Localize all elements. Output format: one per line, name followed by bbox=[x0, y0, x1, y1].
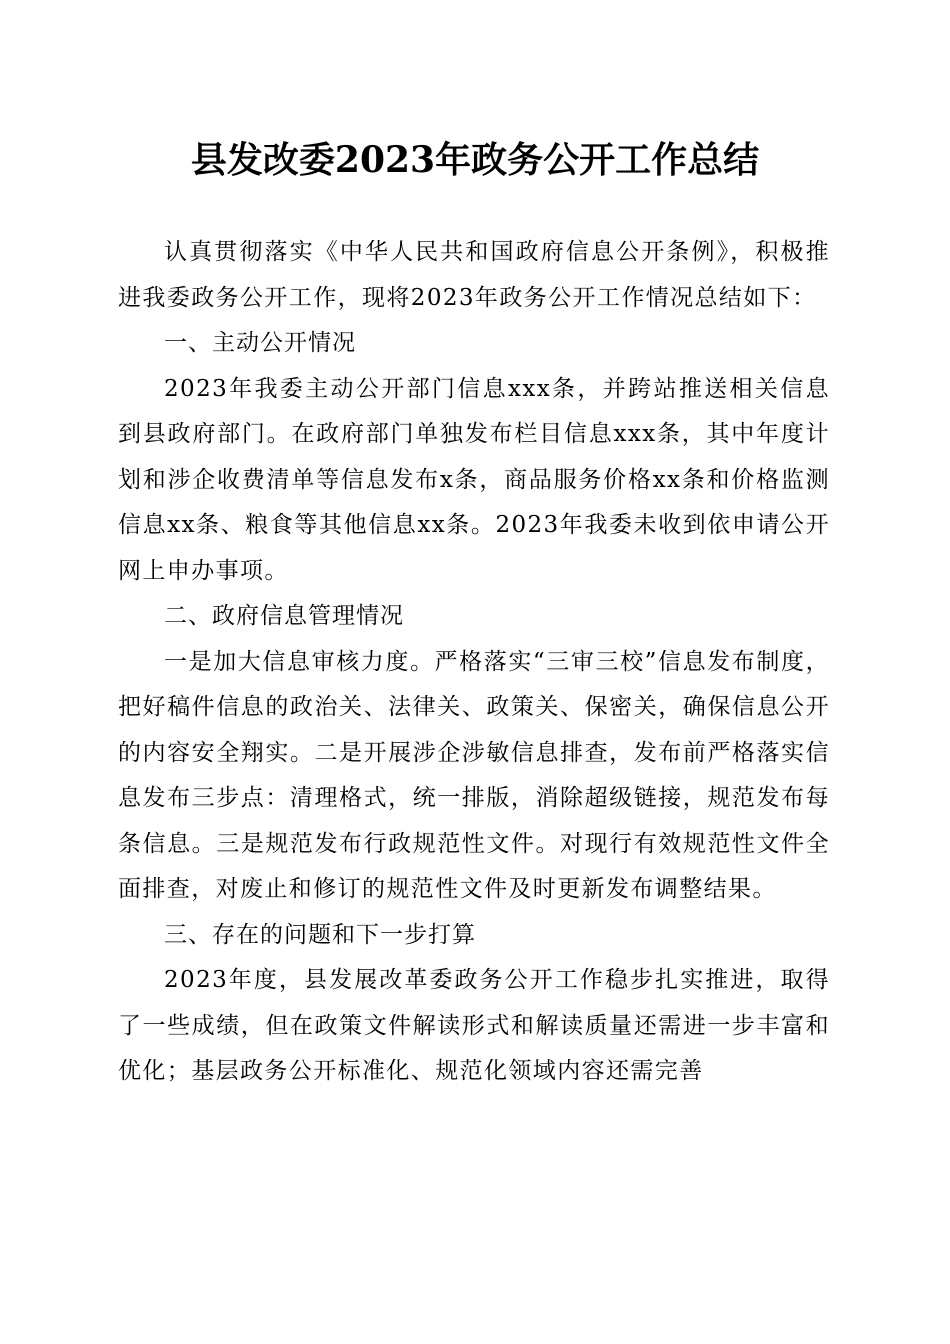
section-paragraph-1: 2023年我委主动公开部门信息xxx条，并跨站推送相关信息到县政府部门。在政府部门单独发布栏目信息xxx条，其中年度计划和涉企收费清单等信息发布x条，商品服务价格xx条和价格监测信息xx条、粮食等其他信息xx条。2023年我委未收到依申请公开网上申办事项。 bbox=[118, 375, 830, 584]
section-heading-2: 二、政府信息管理情况 bbox=[164, 603, 404, 629]
section-heading-3: 三、存在的问题和下一步打算 bbox=[164, 921, 476, 948]
intro-paragraph: 认真贯彻落实《中华人民共和国政府信息公开条例》，积极推进我委政务公开工作，现将2023年政务公开工作情况总结如下： bbox=[118, 239, 830, 311]
section-lead-2: 一是加大信息审核力度。 bbox=[164, 648, 435, 675]
document-title: 县发改委2023年政务公开工作总结 bbox=[190, 139, 760, 181]
section-paragraph-2-text: 严格落实“三审三校”信息发布制度，把好稿件信息的政治关、法律关、政策关、保密关，确保信息公开的内容安全翔实。二是开展涉企涉敏信息排查，发布前严格落实信息发布三步点：清理格式，统一排版，消除超级链接，规范发布每条信息。三是规范发布行政规范性文件。对现行有效规范性文件全面排查，对废止和修订的规范性文件及时更新发布调整结果。 bbox=[118, 648, 830, 902]
section-paragraph-3: 2023年度，县发展改革委政务公开工作稳步扎实推进，取得了一些成绩，但在政策文件解读形式和解读质量还需进一步丰富和优化；基层政务公开标准化、规范化领域内容还需完善 bbox=[118, 967, 830, 1084]
section-heading-1: 一、主动公开情况 bbox=[164, 330, 356, 356]
section-paragraph-2 bbox=[118, 640, 830, 913]
document-body bbox=[118, 230, 830, 1095]
